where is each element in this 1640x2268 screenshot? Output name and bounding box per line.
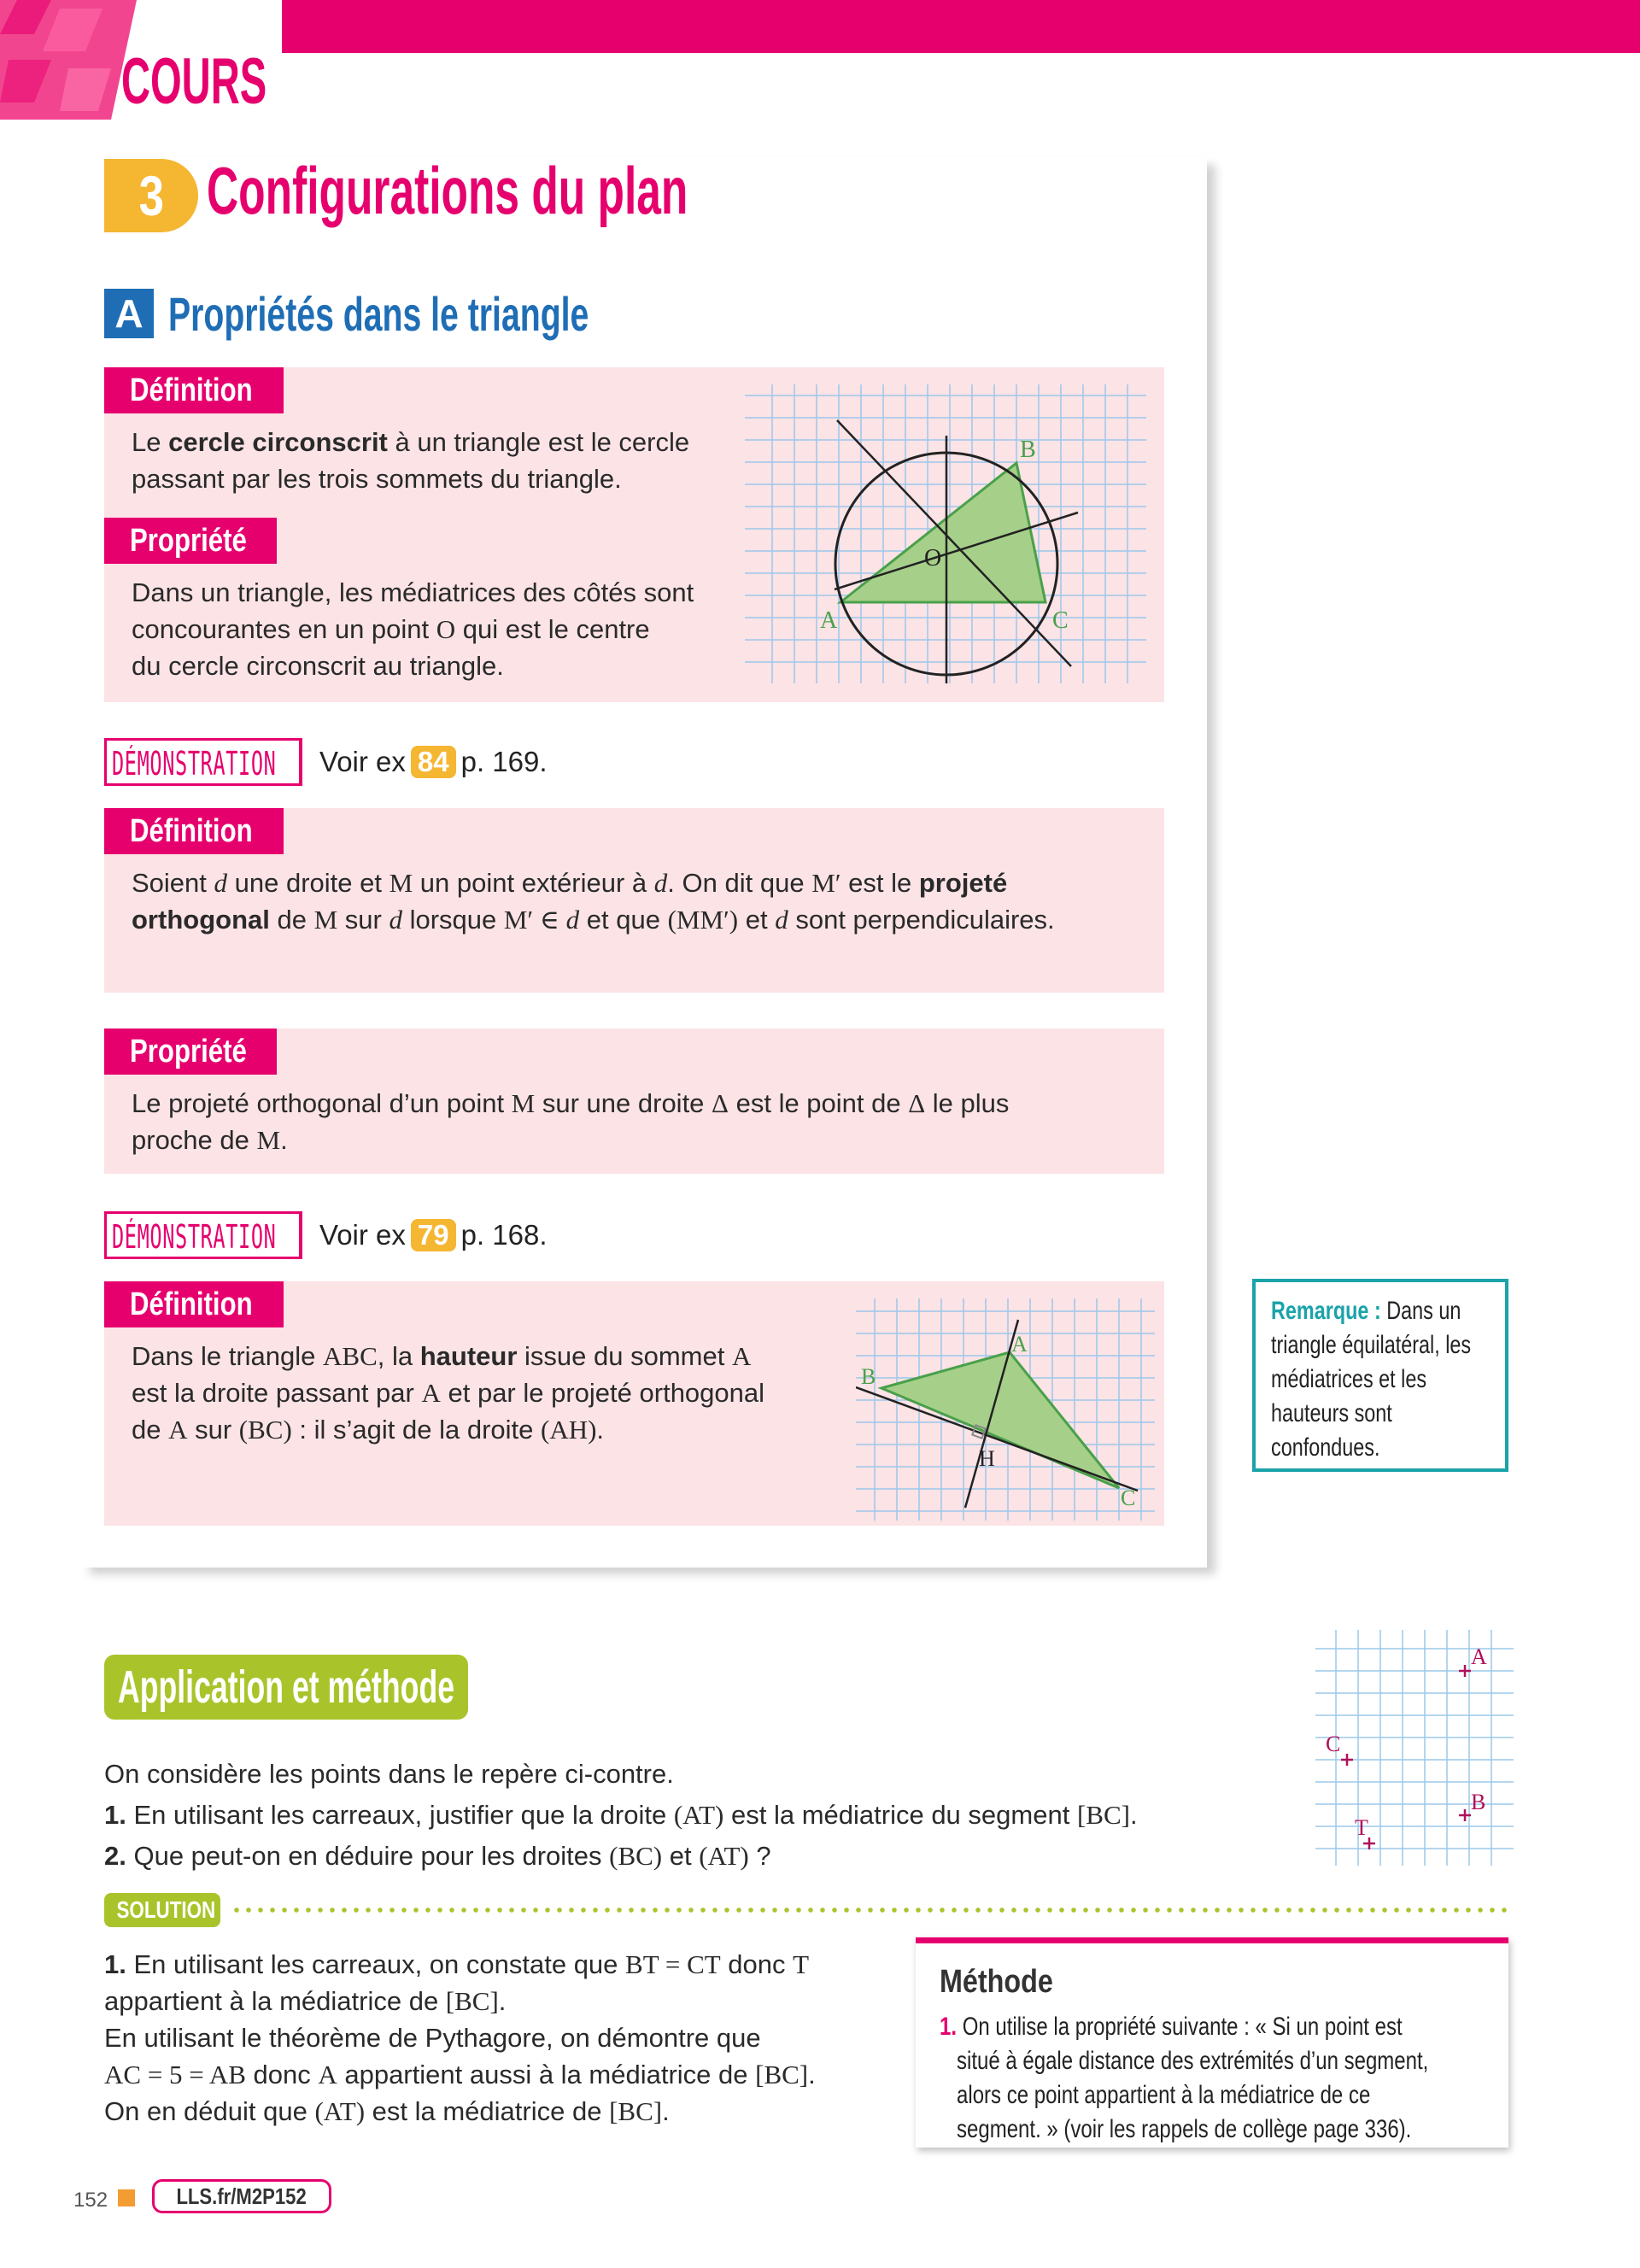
page-marker: [118, 2189, 135, 2206]
label-b: B: [861, 1364, 876, 1389]
subsection-letter: A: [104, 289, 154, 338]
property-text: Dans un triangle, les médiatrices des côtés sont concourantes en un point O qui est le centre du cercle circonscrit au triangle.: [132, 577, 694, 681]
property-tag: Propriété: [104, 1029, 277, 1075]
page-number: 152: [73, 2189, 108, 2212]
demonstration-ref-79: DÉMONSTRATION Voir ex 79 p. 168.: [104, 1211, 548, 1259]
property-box-projection: [104, 1029, 1164, 1174]
points-grid-figure: [1315, 1630, 1514, 1866]
method-text: 1. On utilise la propriété suivante : « Si un point est situé à égale distance des extrémités d’un segment, alors ce point appartient à la médiatrice de ce segment. » (voir les rappels de collège page 336).: [940, 2013, 1429, 2143]
definition-text: Dans le triangle ABC, la hauteur issue du sommet A est la droite passant par A et par le projeté orthogonal de A sur (BC) : il s’agit de la droite (AH).: [132, 1341, 765, 1445]
remark-box: Remarque : Dans un triangle équilatéral, les médiatrices et les hauteurs sont confondues.: [1252, 1279, 1508, 1472]
label-a: A: [1011, 1332, 1028, 1357]
triangle-abc: [882, 1352, 1119, 1488]
definition-text: Le cercle circonscrit à un triangle est le cercle passant par les trois sommets du triangle.: [132, 427, 690, 494]
definition-box-circumcircle: [104, 367, 1164, 702]
exercise-link-79[interactable]: 79: [411, 1219, 456, 1251]
section-label: COURS: [121, 45, 267, 118]
header-bar: [282, 0, 1640, 53]
label-b: B: [1020, 437, 1036, 463]
application-tag: Application et méthode: [104, 1655, 468, 1720]
demonstration-ref-84: DÉMONSTRATION Voir ex 84 p. 169.: [104, 738, 548, 786]
subsection-title: Propriétés dans le triangle: [168, 287, 589, 341]
method-title: Méthode: [940, 1964, 1053, 2000]
definition-tag: Définition: [104, 1281, 284, 1327]
method-box: [916, 1937, 1508, 2148]
label-h: H: [979, 1446, 995, 1471]
chapter-title: Configurations du plan: [207, 153, 688, 228]
circumcircle-figure: [745, 384, 1146, 683]
point-label-a: A: [1471, 1644, 1487, 1669]
demonstration-badge: DÉMONSTRATION: [104, 1211, 302, 1259]
point-label-t: T: [1355, 1815, 1368, 1840]
solution-divider: [231, 1908, 1512, 1913]
label-c: C: [1121, 1486, 1136, 1510]
label-o: O: [924, 545, 942, 571]
property-text: Le projeté orthogonal d’un point M sur une droite Δ est le point de Δ le plus proche de M.: [132, 1088, 1010, 1155]
corner-decoration: [0, 0, 137, 120]
property-tag: Propriété: [104, 518, 277, 564]
label-a: A: [820, 607, 838, 634]
solution-tag: SOLUTION: [104, 1893, 220, 1927]
solution-text: 1. En utilisant les carreaux, on constate que BT = CT donc T appartient à la médiatrice de [BC]. En utilisant le théorème de Pythagore, on démontre que AC = 5 = AB donc A appartient aussi à la médiatrice de [BC]. On en déduit que (AT) est la médiatrice de [BC].: [104, 1949, 816, 2126]
label-c: C: [1052, 607, 1069, 634]
perpendicular-bisector: [837, 420, 1071, 666]
chapter-number: 3: [104, 159, 198, 232]
definition-box-altitude: [104, 1281, 1164, 1526]
point-label-c: C: [1326, 1732, 1341, 1756]
demonstration-badge: DÉMONSTRATION: [104, 738, 302, 786]
exercise-link-84[interactable]: 84: [411, 746, 456, 778]
application-statement: On considère les points dans le repère ci-contre. 1. En utilisant les carreaux, justifier que la droite (AT) est la médiatrice du segment [BC]. 2. Que peut-on en déduire pour les droites (BC) et (AT) ?: [104, 1759, 1138, 1871]
definition-box-projection: [104, 808, 1164, 993]
resource-link[interactable]: LLS.fr/M2P152: [152, 2179, 331, 2213]
definition-text: Soient d une droite et M un point extérieur à d. On dit que M′ est le projeté orthogonal de M sur d lorsque M′ ∈ d et que (MM′) et d sont perpendiculaires.: [132, 868, 1055, 935]
altitude-figure: [856, 1298, 1155, 1521]
definition-tag: Définition: [104, 367, 284, 413]
definition-tag: Définition: [104, 808, 284, 854]
point-label-b: B: [1471, 1790, 1486, 1814]
